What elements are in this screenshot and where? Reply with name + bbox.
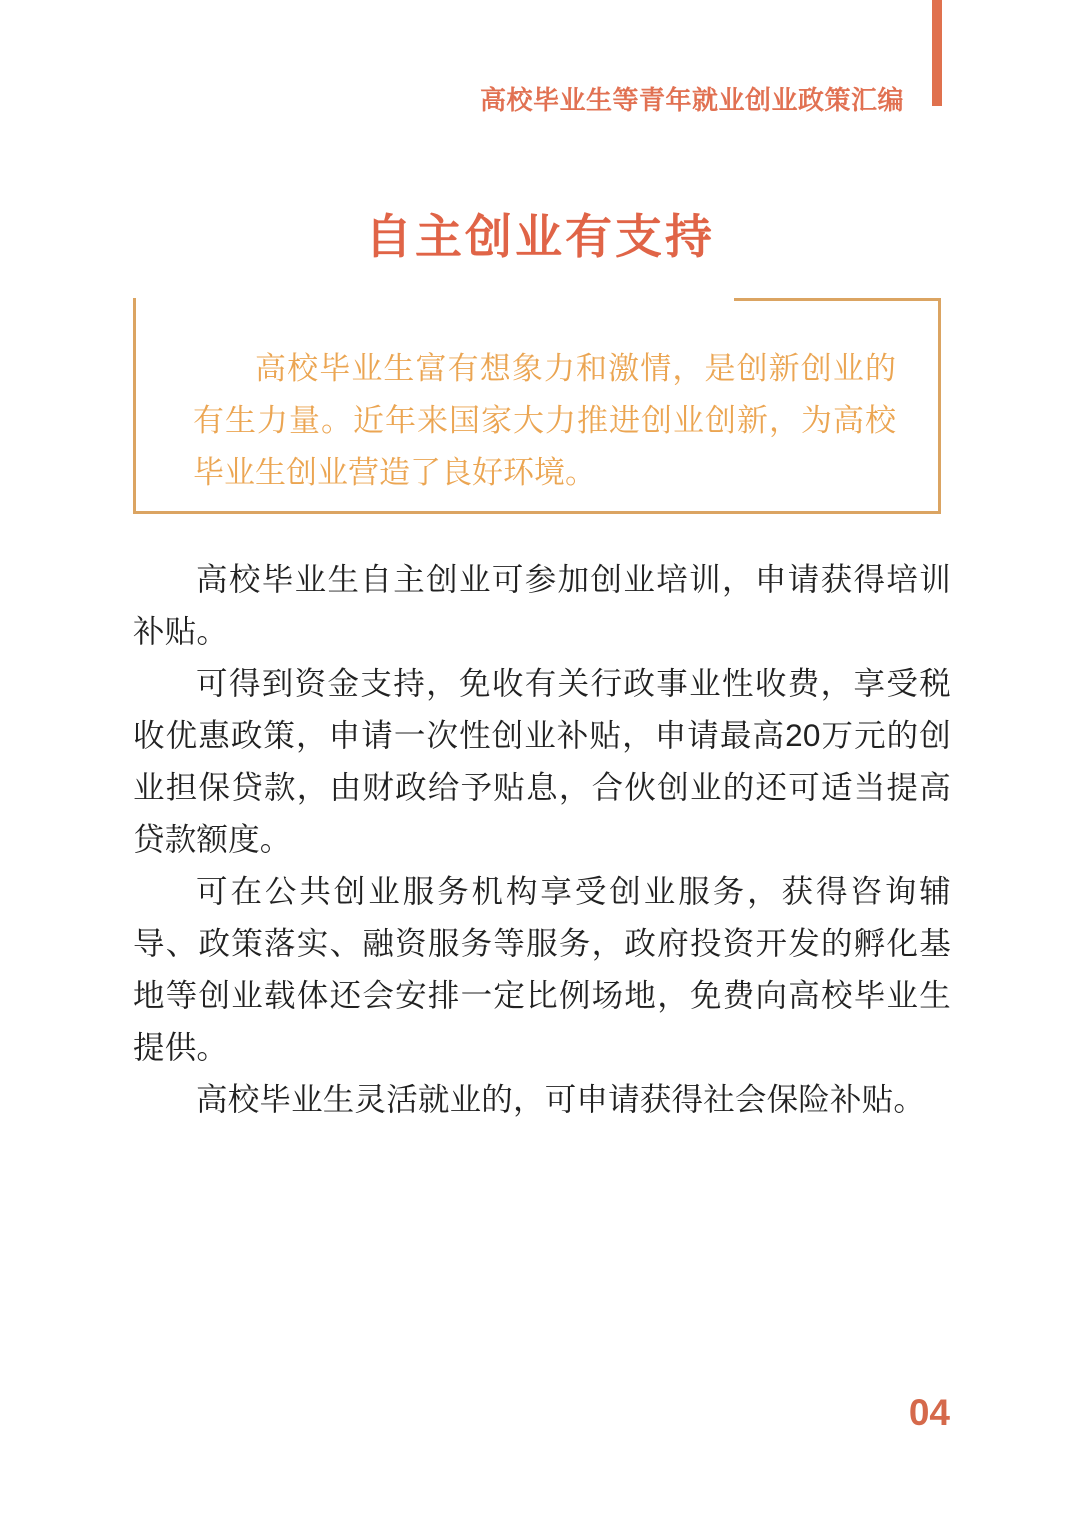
body-paragraph: 可在公共创业服务机构享受创业服务，获得咨询辅导、政策落实、融资服务等服务，政府投资开发的孵化基地等创业载体还会安排一定比例场地，免费向高校毕业生提供。 bbox=[133, 873, 951, 1065]
body-paragraph: 高校毕业生自主创业可参加创业培训，申请获得培训补贴。 bbox=[133, 561, 951, 649]
page-title: 自主创业有支持 bbox=[365, 210, 715, 263]
header-booklet-title: 高校毕业生等青年就业创业政策汇编 bbox=[479, 85, 904, 115]
callout-box bbox=[133, 298, 941, 514]
page-number: 04 bbox=[908, 1392, 950, 1433]
callout-text: 高校毕业生富有想象力和激情，是创新创业的有生力量。近年来国家大力推进创业创新，为高校毕业生创业营造了良好环境。 bbox=[193, 351, 896, 490]
body-paragraph: 可得到资金支持，免收有关行政事业性收费，享受税收优惠政策，申请一次性创业补贴，申请最高20万元的创业担保贷款，由财政给予贴息，合伙创业的还可适当提高贷款额度。 bbox=[133, 665, 951, 857]
header-accent-bar bbox=[932, 0, 942, 106]
body-content bbox=[133, 553, 951, 1125]
body-paragraph: 高校毕业生灵活就业的，可申请获得社会保险补贴。 bbox=[196, 1081, 926, 1117]
